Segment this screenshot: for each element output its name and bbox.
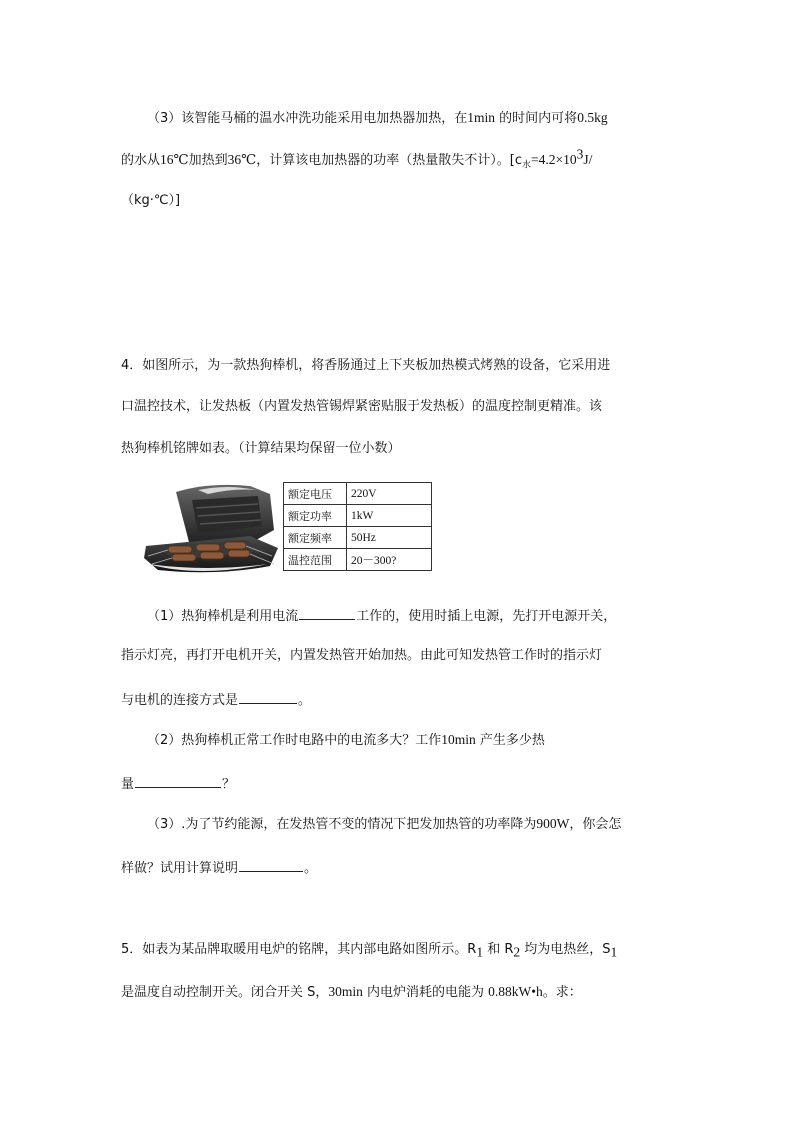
- q4-intro-3: 热狗棒机铭牌如表。（计算结果均保留一位小数）: [121, 441, 401, 456]
- q3-line-3: （kg·℃）]: [121, 193, 181, 208]
- table-row: [284, 505, 432, 527]
- hot-dog-machine-icon: [138, 480, 284, 578]
- table-value: 220V: [347, 483, 432, 505]
- q4-part1-line1: （1）热狗棒机是利用电流 工作的，使用时插上电源，先打开电源开关，: [147, 606, 616, 625]
- q5-line-2: 是温度自动控制开关。闭合开关 S，30min 内电炉消耗的电能为 0.88kW•h。求：: [121, 984, 582, 1000]
- nameplate-table: [283, 482, 432, 571]
- table-value: 1kW: [347, 505, 432, 527]
- q3-line-1: （3）该智能马桶的温水冲洗功能采用电加热器加热，在1min 的时间内可将0.5kg: [147, 110, 608, 126]
- table-key: 额定电压: [284, 483, 347, 505]
- q4-intro-2: 口温控技术，让发热板（内置发热管锡焊紧密贴服于发热板）的温度控制更精准。该: [121, 399, 603, 414]
- answer-blank[interactable]: [239, 690, 297, 704]
- q4-part1-line2: 指示灯亮，再打开电机开关，内置发热管开始加热。由此可知发热管工作时的指示灯: [121, 648, 603, 663]
- answer-blank[interactable]: [239, 858, 303, 872]
- q4-part1-line3: 与电机的连接方式是 。: [121, 690, 311, 709]
- q4-intro-1: 4．如图所示，为一款热狗棒机，将香肠通过上下夹板加热模式烤熟的设备，它采用进: [121, 358, 611, 373]
- answer-blank[interactable]: [135, 774, 221, 788]
- q4-part2-line2: 量 ？: [121, 774, 235, 793]
- table-key: 温控范围: [284, 549, 347, 571]
- hot-dog-roller-machine-image: [138, 480, 284, 578]
- table-key: 额定频率: [284, 527, 347, 549]
- answer-blank[interactable]: [299, 606, 355, 620]
- table-row: [284, 483, 432, 505]
- q4-part3-line2: 样做？试用计算说明 。: [121, 858, 317, 877]
- q4-part3-line1: （3）.为了节约能源，在发热管不变的情况下把发加热管的功率降为900W，你会怎: [147, 816, 622, 832]
- table-value: 20－300?: [347, 549, 432, 571]
- table-key: 额定功率: [284, 505, 347, 527]
- table-value: 50Hz: [347, 527, 432, 549]
- q3-line-2: 的水从16℃加热到36℃，计算该电加热器的功率（热量散失不计）。[$c_水=4.2\times 10^3J/$: [121, 146, 593, 171]
- table-row: [284, 549, 432, 571]
- q4-part2-line1: （2）热狗棒机正常工作时电路中的电流多大？工作10min 产生多少热: [147, 732, 545, 748]
- table-row: [284, 527, 432, 549]
- q5-line-1: 5．如表为某品牌取暖用电炉的铭牌，其内部电路如图所示。$R_1$ 和 $R_2$ 均为电热丝，$S_1$: [121, 942, 618, 960]
